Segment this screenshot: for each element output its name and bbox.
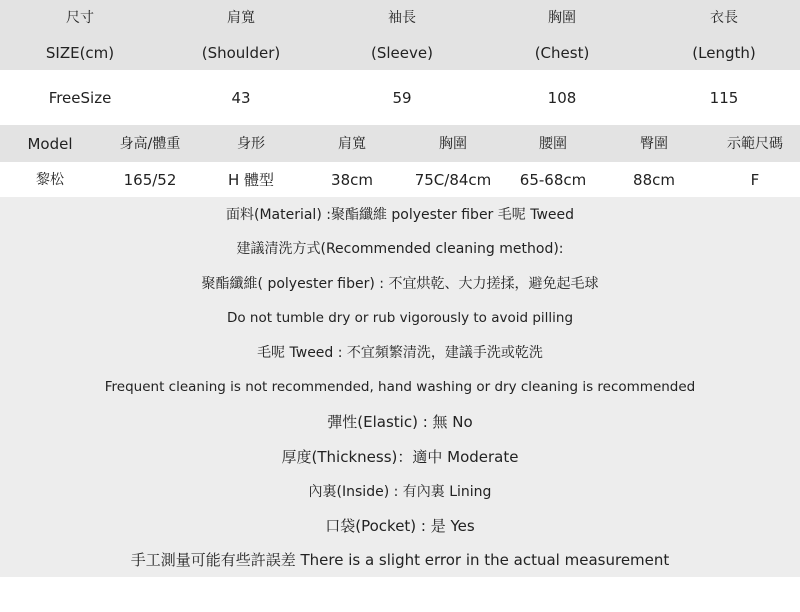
model-header-7: 示範尺碼 xyxy=(727,136,783,152)
material-line: 面料(Material) :聚酯纖維 polyester fiber 毛呢 Tweed xyxy=(225,207,575,223)
model-header-6: 臀圍 xyxy=(640,136,668,152)
thickness-line: 厚度(Thickness)：適中 Moderate xyxy=(281,448,519,466)
cleaning-method-heading: 建議清洗方式(Recommended cleaning method): xyxy=(236,241,564,257)
size-header-zh-4: 衣長 xyxy=(710,10,738,26)
size-header-en-4: (Length) xyxy=(692,44,756,62)
size-header-en-2: (Sleeve) xyxy=(371,44,433,62)
tweed-care-english: Frequent cleaning is not recommended, hand washing or dry cleaning is recommended xyxy=(104,379,696,395)
size-header-zh-0: 尺寸 xyxy=(66,10,94,26)
model-cell-7: F xyxy=(750,171,760,189)
size-cell-4: 115 xyxy=(709,89,739,107)
model-cell-0: 黎松 xyxy=(36,172,64,188)
measurement-error-note: 手工測量可能有些許誤差 There is a slight error in the actual measurement xyxy=(130,551,670,569)
model-cell-2: H 體型 xyxy=(227,171,275,189)
size-header-zh-3: 胸圍 xyxy=(548,10,576,26)
size-header-en-0: SIZE(cm) xyxy=(45,44,115,62)
model-header-3: 肩寬 xyxy=(338,136,366,152)
model-header-0: Model xyxy=(27,135,73,153)
model-header-1: 身高/體重 xyxy=(119,136,181,152)
model-table-header xyxy=(0,125,800,162)
size-header-en-3: (Chest) xyxy=(534,44,590,62)
elastic-line: 彈性(Elastic) : 無 No xyxy=(327,413,473,431)
size-cell-1: 43 xyxy=(231,89,251,107)
model-table-row xyxy=(0,162,800,197)
size-cell-3: 108 xyxy=(547,89,577,107)
size-header-en-1: (Shoulder) xyxy=(201,44,281,62)
size-cell-2: 59 xyxy=(392,89,412,107)
tweed-care-line: 毛呢 Tweed : 不宜頻繁清洗，建議手洗或乾洗 xyxy=(257,345,543,361)
model-header-5: 腰圍 xyxy=(539,136,567,152)
polyester-care-english: Do not tumble dry or rub vigorously to avoid pilling xyxy=(226,310,574,326)
model-cell-5: 65-68cm xyxy=(519,171,587,189)
size-cell-0: FreeSize xyxy=(48,89,112,107)
details-section xyxy=(0,197,800,577)
model-cell-1: 165/52 xyxy=(123,171,177,189)
size-table-header xyxy=(0,0,800,70)
size-header-zh-2: 袖長 xyxy=(388,10,416,26)
polyester-care-line: 聚酯纖維( polyester fiber) : 不宜烘乾、大力搓揉，避免起毛球 xyxy=(201,276,599,292)
model-cell-4: 75C/84cm xyxy=(414,171,492,189)
size-table-row xyxy=(0,70,800,125)
inside-lining-line: 內裏(Inside) : 有內裏 Lining xyxy=(308,484,492,500)
pocket-line: 口袋(Pocket) : 是 Yes xyxy=(325,517,475,535)
size-header-zh-1: 肩寬 xyxy=(227,10,255,26)
model-cell-6: 88cm xyxy=(633,171,675,189)
model-cell-3: 38cm xyxy=(331,171,373,189)
model-header-2: 身形 xyxy=(237,136,265,152)
model-header-4: 胸圍 xyxy=(439,136,467,152)
